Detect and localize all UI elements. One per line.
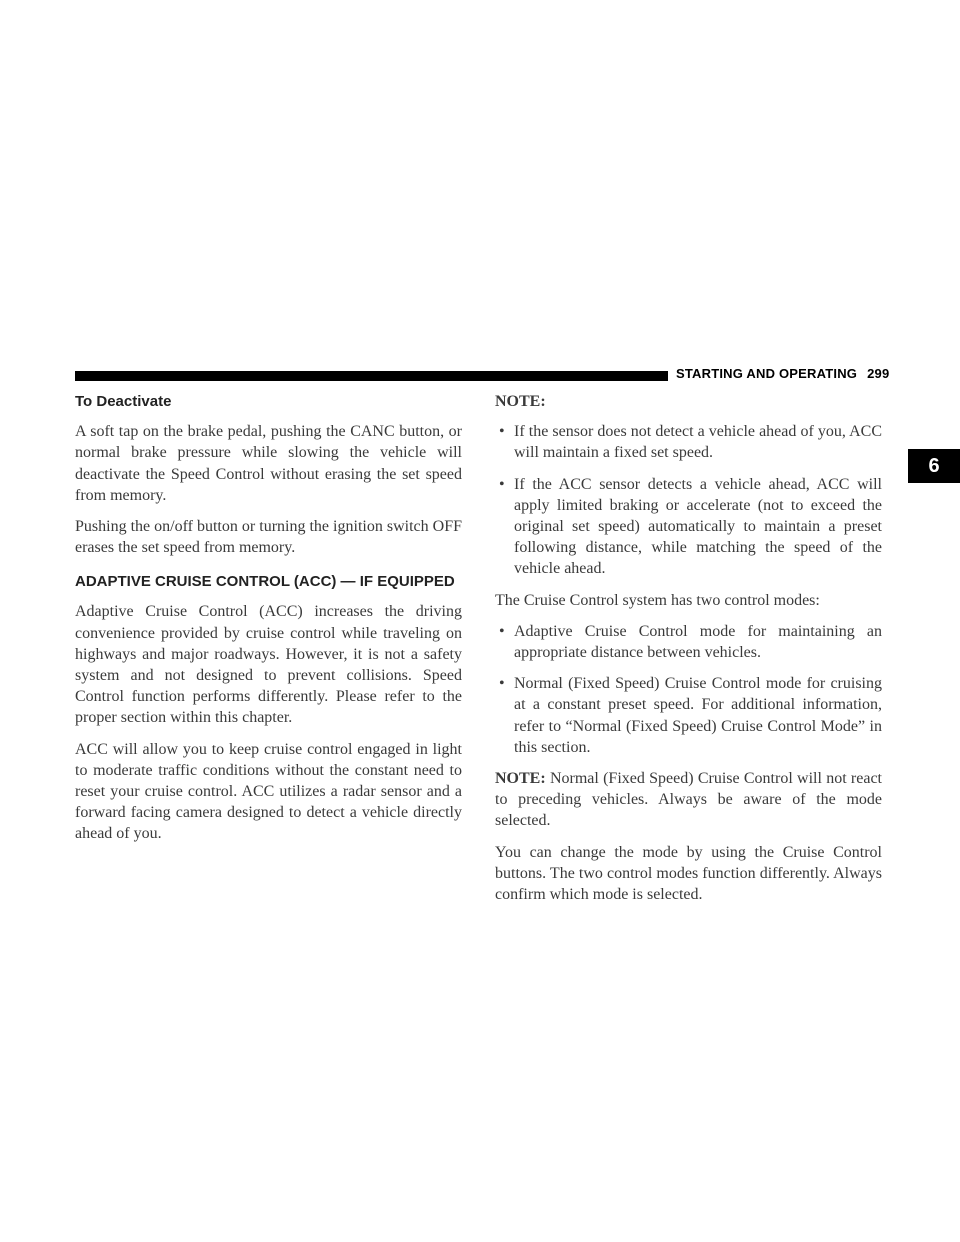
bullet-icon: • [499, 675, 505, 693]
paragraph: ACC will allow you to keep cruise control engaged in light to moderate traffic conditions without the constant need to reset your cruise control. ACC utilizes a radar sensor and a forward facing camera designed to detect a vehicle directly ahead of you. [75, 740, 462, 843]
header-rule [75, 371, 668, 381]
bullet-icon: • [499, 423, 505, 441]
bullet-icon: • [499, 622, 505, 640]
right-column [495, 391, 882, 915]
paragraph: Pushing the on/off button or turning the ignition switch OFF erases the set speed from memory. [75, 518, 462, 557]
list-item: • Adaptive Cruise Control mode for maintaining an appropriate distance between vehicles. [499, 622, 882, 662]
note-paragraph: NOTE: Normal (Fixed Speed) Cruise Control will not react to preceding vehicles. Always be aware of the mode selected. [495, 770, 882, 830]
paragraph: Adaptive Cruise Control (ACC) increases the driving convenience provided by cruise control while traveling on highways and major roadways. However, it is not a safety system and not designed to prevent collisions. Speed Control function performs differently. Please refer to the proper section within this chapter. [75, 603, 462, 727]
paragraph: A soft tap on the brake pedal, pushing the CANC button, or normal brake pressure while slowing the vehicle will deactivate the Speed Control without erasing the set speed from memory. [75, 423, 462, 504]
paragraph: You can change the mode by using the Cruise Control buttons. The two control modes function differently. Always confirm which mode is selected. [495, 843, 882, 904]
list-item: • Normal (Fixed Speed) Cruise Control mode for cruising at a constant preset speed. For additional information, refer to “Normal (Fixed Speed) Cruise Control Mode” in this section. [499, 675, 882, 756]
section-title: STARTING AND OPERATING [676, 366, 858, 381]
note-heading: NOTE: [495, 393, 546, 410]
note-bullet-list [495, 421, 882, 579]
paragraph: The Cruise Control system has two control modes: [495, 591, 820, 609]
left-column [75, 391, 462, 855]
bullet-icon: • [499, 475, 505, 493]
list-item: • If the sensor does not detect a vehicle ahead of you, ACC will maintain a fixed set speed. [499, 423, 882, 462]
page-number: 299 [867, 366, 890, 381]
list-item: • If the ACC sensor detects a vehicle ahead, ACC will apply limited braking or accelerate (not to exceed the original set speed) automatically to maintain a preset following distance, while matching the speed of the vehicle ahead. [499, 475, 882, 578]
section-heading-acc: ADAPTIVE CRUISE CONTROL (ACC) — IF EQUIPPED [75, 573, 455, 591]
subheading-to-deactivate: To Deactivate [75, 393, 172, 410]
chapter-tab: 6 [908, 449, 960, 483]
running-header [676, 366, 889, 381]
mode-bullet-list [495, 621, 882, 758]
note-label: NOTE: [495, 770, 546, 788]
